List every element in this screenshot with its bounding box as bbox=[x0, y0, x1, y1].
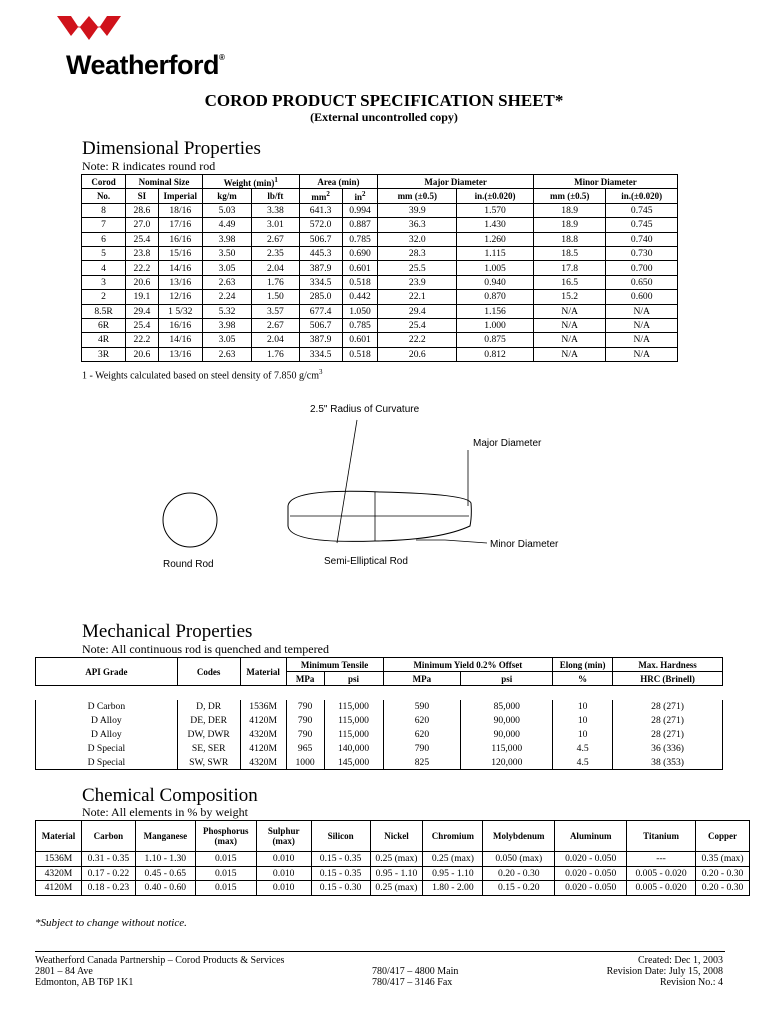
table-row-cell: 28 (271) bbox=[613, 700, 723, 714]
table-row-cell: 10 bbox=[553, 700, 613, 714]
table-row-cell: 506.7 bbox=[299, 232, 342, 246]
table-row bbox=[36, 756, 723, 770]
brand-name: Weatherford® bbox=[66, 50, 225, 80]
table-row-cell: DE, DER bbox=[177, 714, 240, 728]
footer-revision-no: Revision No.: 4 bbox=[659, 977, 723, 988]
table-row-cell: 3.98 bbox=[202, 232, 251, 246]
mechanical-table: API Grade Codes Material Minimum Tensile Minimum Yield 0.2% Offset Elong (min) Max. Hardness MPa psi MPa psi % HRC (Brinell) D Carbon D, DR 1536M 790 115,000 590 85,000 10 28 (271) D Alloy DE, DER 4120M 790 115,000 620 90,000 10 28 (271) D Alloy DW, DWR 4320M 790 115,000 620 90,000 10 28 (271) D Special SE, SER 4120M 965 140,000 790 115,000 4.5 36 (336) D Special SW, SWR 4320M 1000 145,000 825 120,000 4.5 38 (353) bbox=[35, 657, 723, 770]
table-row-cell: D Alloy bbox=[36, 728, 178, 742]
table-row-cell: 3.98 bbox=[202, 318, 251, 332]
table-row-cell: 1.76 bbox=[252, 275, 299, 289]
dimensional-note: Note: R indicates round rod bbox=[82, 159, 216, 173]
table-row-cell: 3.57 bbox=[252, 304, 299, 318]
rod-diagram bbox=[150, 398, 590, 578]
footer-revised: Revision Date: July 15, 2008 bbox=[606, 966, 723, 977]
table-row-cell: 0.010 bbox=[256, 852, 311, 867]
table-row-cell: 2.04 bbox=[252, 333, 299, 347]
table-row-cell: N/A bbox=[533, 304, 606, 318]
table-row-cell: 1536M bbox=[240, 700, 286, 714]
table-row-cell: SE, SER bbox=[177, 742, 240, 756]
table-row-cell: 0.15 - 0.35 bbox=[311, 866, 370, 881]
table-row-cell: 0.600 bbox=[606, 290, 678, 304]
table-row-cell: 115,000 bbox=[324, 700, 383, 714]
footer-phone: 780/417 – 4800 Main bbox=[372, 966, 459, 977]
table-row-cell: 4320M bbox=[240, 756, 286, 770]
table-row-cell: 3.05 bbox=[202, 333, 251, 347]
table-row-cell: 0.020 - 0.050 bbox=[555, 866, 627, 881]
table-row-cell: 334.5 bbox=[299, 275, 342, 289]
page-title: COROD PRODUCT SPECIFICATION SHEET* bbox=[204, 91, 564, 110]
table-row-cell: N/A bbox=[606, 333, 678, 347]
table-row-cell: D Carbon bbox=[36, 700, 178, 714]
table-row-cell: 0.020 - 0.050 bbox=[555, 852, 627, 867]
table-row-cell: 4 bbox=[82, 261, 126, 275]
table-row-cell: --- bbox=[627, 852, 696, 867]
table-row bbox=[36, 852, 750, 867]
chemical-note: Note: All elements in % by weight bbox=[82, 805, 248, 819]
table-row-cell: 0.31 - 0.35 bbox=[81, 852, 135, 867]
table-row-cell: 965 bbox=[286, 742, 324, 756]
table-row-cell: 677.4 bbox=[299, 304, 342, 318]
table-row-cell: 6R bbox=[82, 318, 126, 332]
table-row-cell: 4.5 bbox=[553, 756, 613, 770]
table-row-cell: 36.3 bbox=[378, 218, 457, 232]
table-row-cell: 10 bbox=[553, 728, 613, 742]
table-row-cell: D, DR bbox=[177, 700, 240, 714]
table-row-cell: 22.1 bbox=[378, 290, 457, 304]
footer-address1: 2801 – 84 Ave bbox=[35, 966, 93, 977]
disclaimer: *Subject to change without notice. bbox=[35, 917, 187, 929]
table-row-cell: 0.740 bbox=[606, 232, 678, 246]
table-row-cell: 120,000 bbox=[461, 756, 553, 770]
chemical-table: Material Carbon Manganese Phosphorus (max) Sulphur (max) Silicon Nickel Chromium Molybdenum Aluminum Titanium Copper 1536M 0.31 - 0.35 1.10 - 1.30 0.015 0.010 0.15 - 0.35 0.25 (max) 0.25 (max) 0.050 (max) 0.020 - 0.050 --- 0.35 (max) 4320M 0.17 - 0.22 0.45 - 0.65 0.015 0.010 0.15 - 0.35 0.95 - 1.10 0.95 - 1.10 0.20 - 0.30 0.020 - 0.050 0.005 - 0.020 0.20 - 0.30 4120M 0.18 - 0.23 0.40 - 0.60 0.015 0.010 0.15 - 0.30 0.25 (max) 1.80 - 2.00 0.15 - 0.20 0.020 - 0.050 0.005 - 0.020 0.20 - 0.30 bbox=[35, 820, 750, 896]
table-row-cell: 0.010 bbox=[256, 881, 311, 896]
table-row-cell: 20.6 bbox=[378, 347, 457, 361]
table-row-cell: 27.0 bbox=[126, 218, 159, 232]
label-round-rod: Round Rod bbox=[163, 559, 214, 570]
table-row-cell: 1.50 bbox=[252, 290, 299, 304]
table-row bbox=[82, 318, 678, 332]
table-row bbox=[36, 866, 750, 881]
table-row-cell: 0.20 - 0.30 bbox=[696, 881, 750, 896]
table-row-cell: 0.25 (max) bbox=[423, 852, 483, 867]
table-row-cell: 0.518 bbox=[342, 275, 378, 289]
table-row-cell: 620 bbox=[383, 728, 461, 742]
page-subtitle: (External uncontrolled copy) bbox=[310, 110, 458, 124]
footer-divider bbox=[35, 951, 725, 952]
table-row-cell: 1.80 - 2.00 bbox=[423, 881, 483, 896]
table-row-cell: 90,000 bbox=[461, 728, 553, 742]
table-row-cell: 0.015 bbox=[195, 852, 256, 867]
table-row-cell: 1.260 bbox=[457, 232, 534, 246]
table-row-cell: 25.4 bbox=[126, 232, 159, 246]
table-row-cell: 590 bbox=[383, 700, 461, 714]
table-row-cell: 0.940 bbox=[457, 275, 534, 289]
table-row-cell: 334.5 bbox=[299, 347, 342, 361]
label-minor: Minor Diameter bbox=[490, 539, 559, 550]
table-row-cell: 0.35 (max) bbox=[696, 852, 750, 867]
table-row-cell: 3.05 bbox=[202, 261, 251, 275]
table-row-cell: 3.50 bbox=[202, 246, 251, 260]
table-row-cell: 18.9 bbox=[533, 218, 606, 232]
table-row-cell: 115,000 bbox=[324, 728, 383, 742]
table-row-cell: 0.95 - 1.10 bbox=[423, 866, 483, 881]
table-row-cell: 20.6 bbox=[126, 275, 159, 289]
table-row-cell: 15.2 bbox=[533, 290, 606, 304]
table-row-cell: 0.95 - 1.10 bbox=[370, 866, 423, 881]
table-row-cell: 10 bbox=[553, 714, 613, 728]
table-row-cell: 28 (271) bbox=[613, 728, 723, 742]
table-row-cell: 18/16 bbox=[158, 203, 202, 217]
table-row-cell: 28.3 bbox=[378, 246, 457, 260]
table-row-cell: 387.9 bbox=[299, 333, 342, 347]
table-row-cell: 0.40 - 0.60 bbox=[135, 881, 195, 896]
table-row-cell: 3.01 bbox=[252, 218, 299, 232]
table-row-cell: 0.050 (max) bbox=[483, 852, 555, 867]
table-row-cell: 115,000 bbox=[324, 714, 383, 728]
footer-address2: Edmonton, AB T6P 1K1 bbox=[35, 977, 134, 988]
table-row-cell: 0.730 bbox=[606, 246, 678, 260]
table-row-cell: 115,000 bbox=[461, 742, 553, 756]
dimensional-table: Corod Nominal Size Weight $(\min)^1$ Area (min) Major Diameter Minor Diameter No. SI Imperial kg/m lb/ft $mm^2$ $in^2$ mm (±0.5) in.(±0.020) mm (±0.5) in.(±0.020) 8 28.6 18/16 5.03 3.38 641.3 0.994 39.9 1.570 18.9 0.745 7 27.0 17/16 4.49 3.01 572.0 0.887 36.3 1.430 18.9 0.745 6 25.4 16/16 3.98 2.67 506.7 0.785 32.0 1.260 18.8 0.740 5 23.8 15/16 3.50 2.35 445.3 0.690 28.3 1.115 18.5 0.730 4 22.2 14/16 3.05 2.04 387.9 0.601 25.5 1.005 17.8 0.700 3 20.6 13/16 2.63 1.76 334.5 0.518 23.9 0.940 16.5 0.650 2 19.1 12/16 2.24 1.50 285.0 0.442 22.1 0.870 15.2 0.600 8.5R 29.4 1 5/32 5.32 3.57 677.4 1.050 29.4 1.156 N/A N/A 6R 25.4 16/16 3.98 2.67 506.7 0.785 25.4 1.000 N/A N/A 4R 22.2 14/16 3.05 2.04 387.9 0.601 22.2 0.875 N/A N/A 3R 20.6 13/16 2.63 1.76 334.5 0.518 20.6 0.812 N/A N/A bbox=[81, 174, 678, 362]
table-row-cell: 23.9 bbox=[378, 275, 457, 289]
table-row-cell: 2.67 bbox=[252, 232, 299, 246]
table-row-cell: 790 bbox=[383, 742, 461, 756]
table-row-cell: 1536M bbox=[36, 852, 82, 867]
table-row-cell: 4120M bbox=[36, 881, 82, 896]
table-row-cell: 4320M bbox=[240, 728, 286, 742]
table-row-cell: 39.9 bbox=[378, 203, 457, 217]
table-row-cell: N/A bbox=[606, 347, 678, 361]
table-row-cell: 1 5/32 bbox=[158, 304, 202, 318]
weatherford-logo-icon bbox=[57, 14, 121, 48]
table-row-cell: 14/16 bbox=[158, 333, 202, 347]
table-row-cell: 790 bbox=[286, 714, 324, 728]
table-row-cell: 4R bbox=[82, 333, 126, 347]
table-row-cell: 18.5 bbox=[533, 246, 606, 260]
table-row-cell: 25.4 bbox=[378, 318, 457, 332]
table-row-cell: 5 bbox=[82, 246, 126, 260]
table-row bbox=[36, 700, 723, 714]
table-row bbox=[36, 728, 723, 742]
table-row-cell: 387.9 bbox=[299, 261, 342, 275]
table-row-cell: D Special bbox=[36, 742, 178, 756]
mechanical-note: Note: All continuous rod is quenched and tempered bbox=[82, 642, 329, 656]
table-row-cell: 12/16 bbox=[158, 290, 202, 304]
table-row-cell: 7 bbox=[82, 218, 126, 232]
table-row-cell: 0.005 - 0.020 bbox=[627, 866, 696, 881]
table-row-cell: 22.2 bbox=[126, 261, 159, 275]
table-row bbox=[36, 881, 750, 896]
table-row-cell: 0.870 bbox=[457, 290, 534, 304]
table-row-cell: 38 (353) bbox=[613, 756, 723, 770]
table-row-cell: 1.050 bbox=[342, 304, 378, 318]
table-row-cell: 0.875 bbox=[457, 333, 534, 347]
table-row-cell: 16/16 bbox=[158, 318, 202, 332]
table-row-cell: 0.20 - 0.30 bbox=[696, 866, 750, 881]
table-row-cell: 28.6 bbox=[126, 203, 159, 217]
round-rod-shape bbox=[163, 493, 217, 547]
table-row-cell: 0.020 - 0.050 bbox=[555, 881, 627, 896]
table-row-cell: 285.0 bbox=[299, 290, 342, 304]
col-weight: Weight $(\min)^1$ bbox=[202, 175, 299, 189]
table-row-cell: 28 (271) bbox=[613, 714, 723, 728]
weight-footnote: 1 - Weights calculated based on steel density of 7.850 $g/cm^3$ bbox=[82, 368, 323, 382]
table-row-cell: 0.442 bbox=[342, 290, 378, 304]
table-row-cell: 36 (336) bbox=[613, 742, 723, 756]
table-row-cell: 0.17 - 0.22 bbox=[81, 866, 135, 881]
table-row-cell: 0.005 - 0.020 bbox=[627, 881, 696, 896]
table-row-cell: 29.4 bbox=[126, 304, 159, 318]
table-row-cell: 4120M bbox=[240, 714, 286, 728]
table-row-cell: 14/16 bbox=[158, 261, 202, 275]
table-row-cell: 13/16 bbox=[158, 347, 202, 361]
table-row-cell: 620 bbox=[383, 714, 461, 728]
table-row-cell: 3.38 bbox=[252, 203, 299, 217]
table-row-cell: 8 bbox=[82, 203, 126, 217]
table-row-cell: 0.887 bbox=[342, 218, 378, 232]
table-row-cell: 2.24 bbox=[202, 290, 251, 304]
table-row-cell: 4120M bbox=[240, 742, 286, 756]
table-row-cell: 1.115 bbox=[457, 246, 534, 260]
table-row bbox=[82, 304, 678, 318]
table-row-cell: 8.5R bbox=[82, 304, 126, 318]
table-row-cell: 3 bbox=[82, 275, 126, 289]
table-row-cell: 25.5 bbox=[378, 261, 457, 275]
table-row-cell: 18.8 bbox=[533, 232, 606, 246]
table-row-cell: 0.785 bbox=[342, 318, 378, 332]
table-row-cell: 572.0 bbox=[299, 218, 342, 232]
table-row-cell: 140,000 bbox=[324, 742, 383, 756]
footer-created: Created: Dec 1, 2003 bbox=[638, 955, 723, 966]
col-minor: Minor Diameter bbox=[533, 175, 677, 189]
table-row-cell: 22.2 bbox=[126, 333, 159, 347]
table-row-cell: 29.4 bbox=[378, 304, 457, 318]
table-row-cell: 825 bbox=[383, 756, 461, 770]
col-area: Area (min) bbox=[299, 175, 378, 189]
table-row-cell: 0.18 - 0.23 bbox=[81, 881, 135, 896]
table-row-cell: 85,000 bbox=[461, 700, 553, 714]
label-radius: 2.5" Radius of Curvature bbox=[310, 404, 420, 415]
table-row-cell: 5.32 bbox=[202, 304, 251, 318]
table-row-cell: 0.812 bbox=[457, 347, 534, 361]
chemical-heading: Chemical Composition bbox=[82, 785, 258, 806]
table-row-cell: 1.430 bbox=[457, 218, 534, 232]
table-row-cell: 2 bbox=[82, 290, 126, 304]
table-row bbox=[82, 232, 678, 246]
col-major: Major Diameter bbox=[378, 175, 534, 189]
table-row-cell: 0.015 bbox=[195, 881, 256, 896]
table-row-cell: 2.63 bbox=[202, 275, 251, 289]
table-row-cell: 641.3 bbox=[299, 203, 342, 217]
table-row-cell: 2.67 bbox=[252, 318, 299, 332]
table-row-cell: 23.8 bbox=[126, 246, 159, 260]
table-row-cell: 0.601 bbox=[342, 333, 378, 347]
table-row-cell: 145,000 bbox=[324, 756, 383, 770]
table-row bbox=[36, 742, 723, 756]
table-row bbox=[82, 290, 678, 304]
table-row-cell: 0.745 bbox=[606, 203, 678, 217]
table-row-cell: 0.15 - 0.20 bbox=[483, 881, 555, 896]
table-row-cell: 90,000 bbox=[461, 714, 553, 728]
table-row-cell: 16.5 bbox=[533, 275, 606, 289]
table-row-cell: 0.25 (max) bbox=[370, 881, 423, 896]
table-row-cell: 1.000 bbox=[457, 318, 534, 332]
table-row bbox=[82, 261, 678, 275]
table-row-cell: 25.4 bbox=[126, 318, 159, 332]
table-row-cell: 17.8 bbox=[533, 261, 606, 275]
table-row-cell: 20.6 bbox=[126, 347, 159, 361]
table-row-cell: 22.2 bbox=[378, 333, 457, 347]
table-row-cell: 1000 bbox=[286, 756, 324, 770]
table-row-cell: N/A bbox=[533, 333, 606, 347]
table-row bbox=[82, 347, 678, 361]
table-row-cell: 1.005 bbox=[457, 261, 534, 275]
table-row-cell: 5.03 bbox=[202, 203, 251, 217]
table-row-cell: 0.650 bbox=[606, 275, 678, 289]
table-row-cell: SW, SWR bbox=[177, 756, 240, 770]
table-row-cell: 0.20 - 0.30 bbox=[483, 866, 555, 881]
table-row-cell: 1.156 bbox=[457, 304, 534, 318]
table-row-cell: 19.1 bbox=[126, 290, 159, 304]
table-row-cell: 0.015 bbox=[195, 866, 256, 881]
table-row-cell: 13/16 bbox=[158, 275, 202, 289]
table-row-cell: 1.10 - 1.30 bbox=[135, 852, 195, 867]
label-major: Major Diameter bbox=[473, 438, 542, 449]
table-row-cell: DW, DWR bbox=[177, 728, 240, 742]
table-row-cell: 32.0 bbox=[378, 232, 457, 246]
table-row-cell: 0.010 bbox=[256, 866, 311, 881]
dimensional-heading: Dimensional Properties bbox=[82, 138, 261, 159]
table-row-cell: 0.785 bbox=[342, 232, 378, 246]
table-row-cell: 3R bbox=[82, 347, 126, 361]
table-row-cell: 6 bbox=[82, 232, 126, 246]
table-row-cell: 2.04 bbox=[252, 261, 299, 275]
table-row bbox=[82, 275, 678, 289]
table-row bbox=[82, 333, 678, 347]
table-row bbox=[82, 203, 678, 217]
table-row-cell: 0.15 - 0.30 bbox=[311, 881, 370, 896]
table-row-cell: 0.745 bbox=[606, 218, 678, 232]
table-row-cell: 2.35 bbox=[252, 246, 299, 260]
table-row-cell: D Special bbox=[36, 756, 178, 770]
table-row bbox=[82, 218, 678, 232]
col-nominal: Nominal Size bbox=[126, 175, 203, 189]
table-row-cell: N/A bbox=[533, 318, 606, 332]
table-row-cell: 4320M bbox=[36, 866, 82, 881]
table-row-cell: 0.15 - 0.35 bbox=[311, 852, 370, 867]
table-row-cell: 18.9 bbox=[533, 203, 606, 217]
mechanical-heading: Mechanical Properties bbox=[82, 621, 253, 642]
table-row-cell: 790 bbox=[286, 728, 324, 742]
table-row-cell: 506.7 bbox=[299, 318, 342, 332]
table-row-cell: 16/16 bbox=[158, 232, 202, 246]
table-row-cell: D Alloy bbox=[36, 714, 178, 728]
table-row-cell: 0.994 bbox=[342, 203, 378, 217]
table-row-cell: 0.700 bbox=[606, 261, 678, 275]
table-row-cell: 790 bbox=[286, 700, 324, 714]
col-corod: Corod bbox=[82, 175, 126, 189]
label-semi-rod: Semi-Elliptical Rod bbox=[324, 556, 408, 567]
table-row-cell: 0.601 bbox=[342, 261, 378, 275]
footer-company: Weatherford Canada Partnership – Corod Products & Services bbox=[35, 955, 285, 966]
table-row-cell: 17/16 bbox=[158, 218, 202, 232]
table-row-cell: 0.25 (max) bbox=[370, 852, 423, 867]
table-row-cell: N/A bbox=[606, 304, 678, 318]
table-row-cell: 4.49 bbox=[202, 218, 251, 232]
table-row-cell: 4.5 bbox=[553, 742, 613, 756]
table-row-cell: 15/16 bbox=[158, 246, 202, 260]
table-row-cell: N/A bbox=[606, 318, 678, 332]
table-row-cell: 1.570 bbox=[457, 203, 534, 217]
table-row-cell: 2.63 bbox=[202, 347, 251, 361]
table-row-cell: 1.76 bbox=[252, 347, 299, 361]
table-row bbox=[82, 246, 678, 260]
table-row-cell: 0.45 - 0.65 bbox=[135, 866, 195, 881]
table-row-cell: 445.3 bbox=[299, 246, 342, 260]
table-row bbox=[36, 714, 723, 728]
footer-fax: 780/417 – 3146 Fax bbox=[372, 977, 453, 988]
table-row-cell: 0.690 bbox=[342, 246, 378, 260]
table-row-cell: N/A bbox=[533, 347, 606, 361]
table-row-cell: 0.518 bbox=[342, 347, 378, 361]
